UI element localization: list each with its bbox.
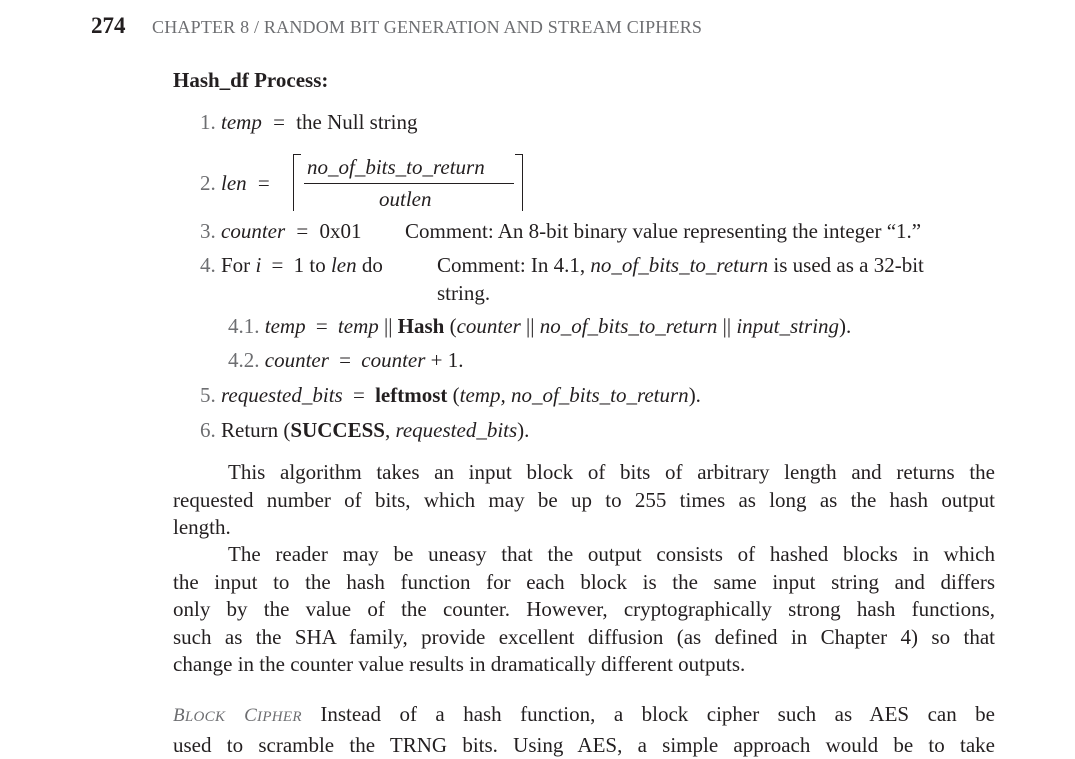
step-var: counter	[221, 219, 286, 243]
ceiling-left-bracket	[293, 154, 301, 211]
step-number: 5.	[200, 383, 216, 407]
step-range-end: len	[330, 253, 357, 277]
step-number: 3.	[200, 219, 216, 243]
step-op: =	[296, 219, 309, 243]
step-number: 4.2.	[228, 348, 260, 372]
step-number: 4.	[200, 253, 216, 277]
fraction-numerator: no_of_bits_to_return	[307, 155, 485, 179]
step-1	[200, 110, 418, 135]
step-number: 1.	[200, 110, 216, 134]
step-index: i	[255, 253, 262, 277]
step-number: 4.1.	[228, 314, 260, 338]
run-in-heading: BLOCK CIPHER	[173, 705, 302, 726]
step-var: len	[221, 171, 247, 195]
step-text: the Null string	[296, 110, 418, 134]
step-6: 6. Return (SUCCESS, requested_bits).	[200, 418, 530, 442]
paragraph-1: This algorithm takes an input block of bits of arbitrary length and returns the requested number of bits, which may be up to 255 times as long as the hash output length.	[173, 460, 995, 539]
step-do: do	[361, 253, 383, 277]
step-4	[200, 253, 383, 278]
step-2-label	[200, 171, 270, 196]
step-3-comment: Comment: An 8-bit binary value representing the integer “1.”	[405, 219, 922, 243]
running-head: CHAPTER 8 / RANDOM BIT GENERATION AND STREAM CIPHERS	[152, 17, 703, 37]
step-number: 6.	[200, 418, 216, 442]
step-op: =	[257, 171, 270, 195]
ceiling-right-bracket	[515, 154, 523, 211]
step-var: temp	[221, 110, 262, 134]
step-5: 5. requested_bits = leftmost (temp, no_of_bits_to_return).	[200, 383, 701, 407]
paragraph-3-line-1: BLOCK CIPHER Instead of a hash function, a block cipher such as AES can be	[173, 702, 995, 726]
step-4-1: 4.1. temp = temp || Hash (counter || no_of_bits_to_return || input_string).	[228, 314, 852, 338]
step-value: 0x01	[319, 219, 362, 243]
step-4-comment-continued: string.	[437, 281, 491, 305]
paragraph-3: BLOCK CIPHER Instead of a hash function, a block cipher such as AES can be used to scramble the TRNG bits. Using AES, a simple approach would be to take	[173, 702, 995, 757]
step-for: For	[221, 253, 251, 277]
paragraph-2: The reader may be uneasy that the output consists of hashed blocks in which the input to the hash function for each block is the same input string and differs only by the value of the counter. However, cryptographically strong hash functions, such as the SHA family, provide excellent diffusion (as defined in Chapter 4) so that change in the counter value results in dramatically different outputs.	[173, 542, 995, 676]
step-op: =	[273, 110, 285, 134]
fraction-bar	[304, 183, 514, 184]
step-number: 2.	[200, 171, 216, 195]
step-3	[200, 219, 362, 244]
step-op: =	[271, 253, 284, 277]
page-number: 274	[91, 13, 126, 38]
section-heading: Hash_df Process:	[173, 68, 329, 92]
step-4-2: 4.2. counter = counter + 1.	[228, 348, 464, 372]
step-4-comment: Comment: In 4.1, no_of_bits_to_return is used as a 32-bit	[437, 253, 924, 277]
step-range-start: 1 to	[293, 253, 326, 277]
fraction-denominator: outlen	[379, 187, 432, 211]
